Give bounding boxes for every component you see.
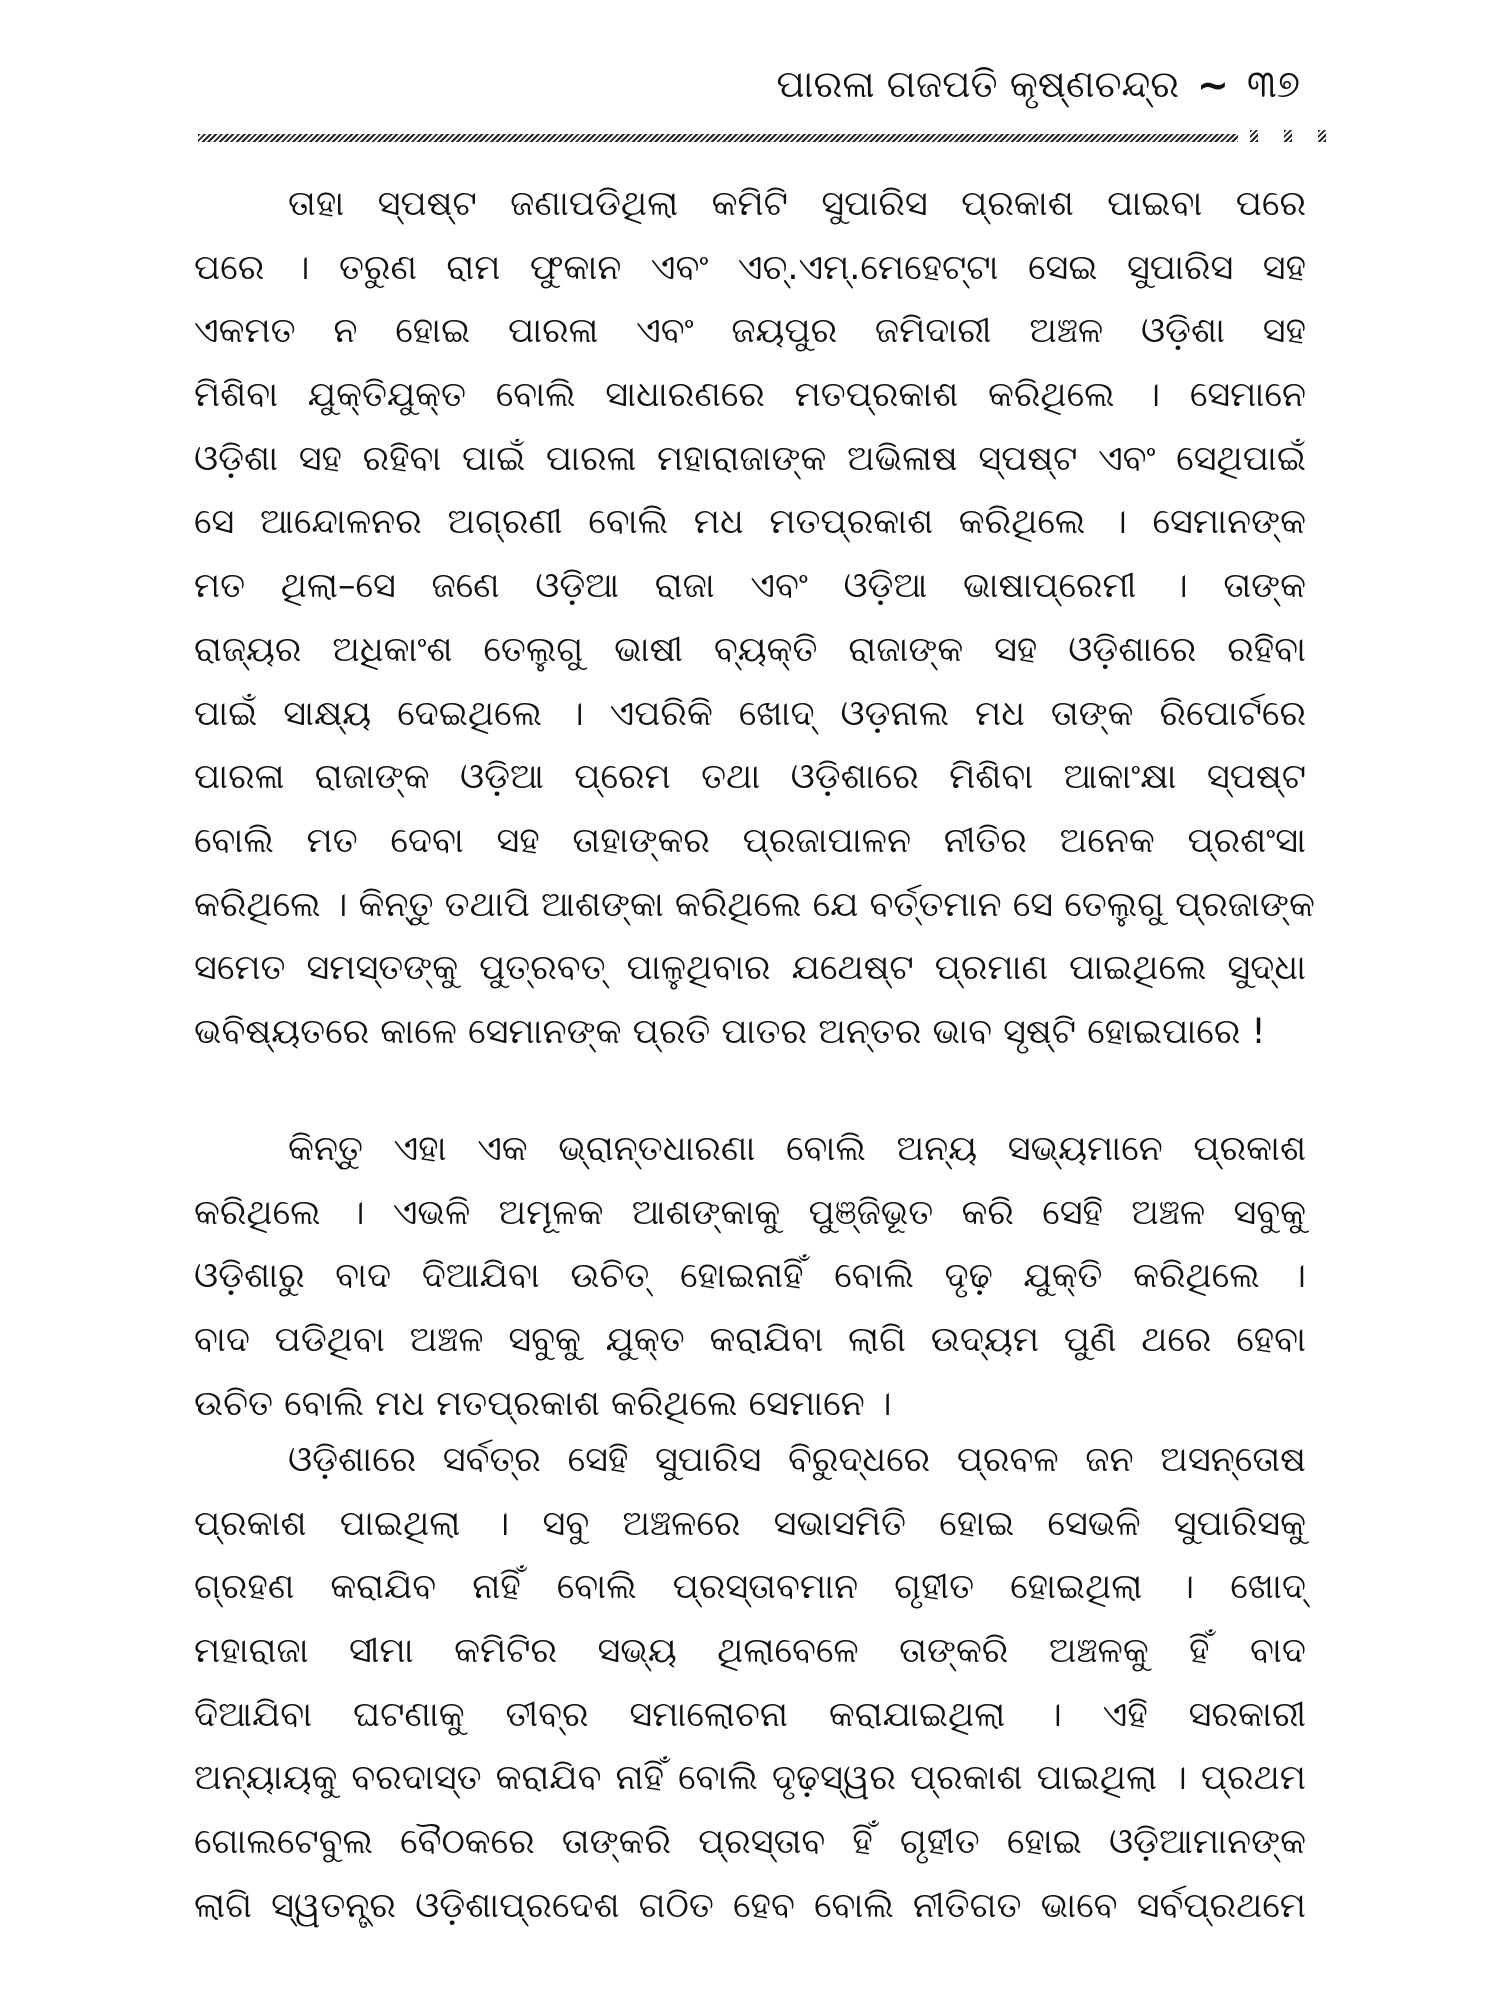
- text-line: ପାରଳା ରାଜାଙ୍କ ଓଡ଼ିଆ ପ୍ରେମ ତଥା ଓଡ଼ିଶାରେ ମିଶିବା ଆକାଂକ୍ଷା ସ୍ପଷ୍ଟ: [194, 757, 1306, 798]
- text-line: କରିଥିଲେ । କିନ୍ତୁ ତଥାପି ଆଶଙ୍କା କରିଥିଲେ ଯେ ବର୍ତ୍ତମାନ ସେ ତେଲୁଗୁ ପ୍ରଜାଙ୍କ: [194, 884, 1315, 925]
- page-number: ୩୭: [1246, 62, 1300, 106]
- text-line: କରିଥିଲେ । ଏଭଳି ଅମୂଳକ ଆଶଙ୍କାକୁ ପୁଞ୍ଜିଭୂତ କରି ସେହି ଅଞ୍ଚଳ ସବୁକୁ: [194, 1192, 1306, 1233]
- text-line: ଭବିଷ୍ୟତରେ କାଳେ ସେମାନଙ୍କ ପ୍ରତି ପାତର ଅନ୍ତର ଭାବ ସୃଷ୍ଟି ହୋଇପାରେ !: [194, 1011, 1266, 1052]
- paragraph-1: [194, 173, 1315, 1065]
- text-line: ଏକମତ ନ ହୋଇ ପାରଳା ଏବଂ ଜୟପୁର ଜମିଦାରୀ ଅଞ୍ଚଳ ଓଡ଼ିଶା ସହ: [194, 311, 1306, 352]
- text-line: ପ୍ରକାଶ ପାଇଥିଲା । ସବୁ ଅଞ୍ଚଳରେ ସଭାସମିତି ହୋଇ ସେଭଳି ସୁପାରିସକୁ: [194, 1503, 1306, 1544]
- ornament-icon: ~: [1197, 62, 1229, 107]
- text-line: ମତ ଥିଲା–ସେ ଜଣେ ଓଡ଼ିଆ ରାଜା ଏବଂ ଓଡ଼ିଆ ଭାଷାପ୍ରେମୀ । ତାଙ୍କ: [194, 566, 1306, 607]
- running-header: [776, 62, 1300, 107]
- text-line: ବୋଲି ମତ ଦେବା ସହ ତାହାଙ୍କର ପ୍ରଜାପାଳନ ନୀତିର ଅନେକ ପ୍ରଶଂସା: [194, 820, 1306, 861]
- text-line: ରାଜ୍ୟର ଅଧିକାଂଶ ତେଲୁଗୁ ଭାଷୀ ବ୍ୟକ୍ତି ରାଜାଙ୍କ ସହ ଓଡ଼ିଶାରେ ରହିବା: [194, 629, 1306, 670]
- header-rule-dots: [1250, 130, 1326, 142]
- text-line: ଗୋଲଟେବୁଲ ବୈଠକରେ ତାଙ୍କରି ପ୍ରସ୍ତାବ ହିଁ ଗୃହୀତ ହୋଇ ଓଡ଼ିଆମାନଙ୍କ: [194, 1822, 1306, 1863]
- text-line: ମହାରାଜା ସୀମା କମିଟିର ସଭ୍ୟ ଥିଲାବେଳେ ତାଙ୍କରି ଅଞ୍ଚଳକୁ ହିଁ ବାଦ: [194, 1631, 1306, 1672]
- text-line: ପରେ । ତରୁଣ ରାମ ଫୁକାନ ଏବଂ ଏଚ୍.ଏମ୍.ମେହେଟ୍ଟା ସେଇ ସୁପାରିସ ସହ: [194, 247, 1306, 288]
- text-line: ମିଶିବା ଯୁକ୍ତିଯୁକ୍ତ ବୋଲି ସାଧାରଣରେ ମତପ୍ରକାଶ କରିଥିଲେ । ସେମାନେ: [194, 375, 1306, 416]
- text-line: କିନ୍ତୁ ଏହା ଏକ ଭ୍ରାନ୍ତଧାରଣା ବୋଲି ଅନ୍ୟ ସଭ୍ୟମାନେ ପ୍ରକାଶ: [288, 1129, 1306, 1169]
- running-header-title: ପାରଳା ଗଜପତି କୃଷ୍ଣଚନ୍ଦ୍ର: [776, 62, 1180, 106]
- text-line: ଓଡ଼ିଶାରୁ ବାଦ ଦିଆଯିବା ଉଚିତ୍ ହୋଇନାହିଁ ବୋଲି ଦୃଢ଼ ଯୁକ୍ତି କରିଥିଲେ ।: [194, 1256, 1306, 1297]
- text-line: ଓଡ଼ିଶାରେ ସର୍ବତ୍ର ସେହି ସୁପାରିସ ବିରୁଦ୍ଧରେ ପ୍ରବଳ ଜନ ଅସନ୍ତୋଷ: [288, 1440, 1306, 1480]
- paragraph-2: [194, 1118, 1306, 1436]
- text-line: ବାଦ ପଡିଥିବା ଅଞ୍ଚଳ ସବୁକୁ ଯୁକ୍ତ କରାଯିବା ଲାଗି ଉଦ୍ୟମ ପୁଣି ଥରେ ହେବା: [194, 1320, 1306, 1361]
- text-line: ଓଡ଼ିଶା ସହ ରହିବା ପାଇଁ ପାରଳା ମହାରାଜାଙ୍କ ଅଭିଳାଷ ସ୍ପଷ୍ଟ ଏବଂ ସେଥିପାଇଁ: [194, 438, 1306, 479]
- text-line: ଉଚିତ ବୋଲି ମଧ ମତପ୍ରକାଶ କରିଥିଲେ ସେମାନେ ।: [194, 1383, 892, 1424]
- text-line: ସମେତ ସମସ୍ତଙ୍କୁ ପୁତ୍ରବତ୍ ପାଳୁଥିବାର ଯଥେଷ୍ଟ ପ୍ରମାଣ ପାଇଥିଲେ ସୁଦ୍ଧା: [194, 948, 1306, 989]
- text-line: ପାଇଁ ସାକ୍ଷ୍ୟ ଦେଇଥିଲେ । ଏପରିକି ଖୋଦ୍ ଓଡ଼ନାଲ ମଧ ତାଙ୍କ ରିପୋର୍ଟରେ: [194, 693, 1306, 734]
- paragraph-3: [194, 1429, 1306, 1939]
- text-line: ତାହା ସ୍ପଷ୍ଟ ଜଣାପଡିଥିଲା କମିଟି ସୁପାରିସ ପ୍ରକାଶ ପାଇବା ପରେ: [288, 184, 1306, 224]
- header-rule: [198, 134, 1238, 142]
- text-line: ଲାଗି ସ୍ୱତନ୍ତ୍ର ଓଡ଼ିଶାପ୍ରଦେଶ ଗଠିତ ହେବ ବୋଲି ନୀତିଗତ ଭାବେ ସର୍ବପ୍ରଥମେ: [194, 1885, 1306, 1926]
- text-line: ଦିଆଯିବା ଘଟଣାକୁ ତୀବ୍ର ସମାଲୋଚନା କରାଯାଇଥିଲା । ଏହି ସରକାରୀ: [194, 1694, 1306, 1735]
- text-line: ଗ୍ରହଣ କରାଯିବ ନାହିଁ ବୋଲି ପ୍ରସ୍ତାବମାନ ଗୃହୀତ ହୋଇଥିଲା । ଖୋଦ୍: [194, 1567, 1306, 1608]
- text-line: ଅନ୍ୟାୟକୁ ବରଦାସ୍ତ କରାଯିବ ନାହିଁ ବୋଲି ଦୃଢ଼ସ୍ୱର ପ୍ରକାଶ ପାଇଥିଲା । ପ୍ରଥମ: [194, 1758, 1306, 1799]
- text-line: ସେ ଆନ୍ଦୋଳନର ଅଗ୍ରଣୀ ବୋଲି ମଧ ମତପ୍ରକାଶ କରିଥିଲେ । ସେମାନଙ୍କ: [194, 502, 1306, 543]
